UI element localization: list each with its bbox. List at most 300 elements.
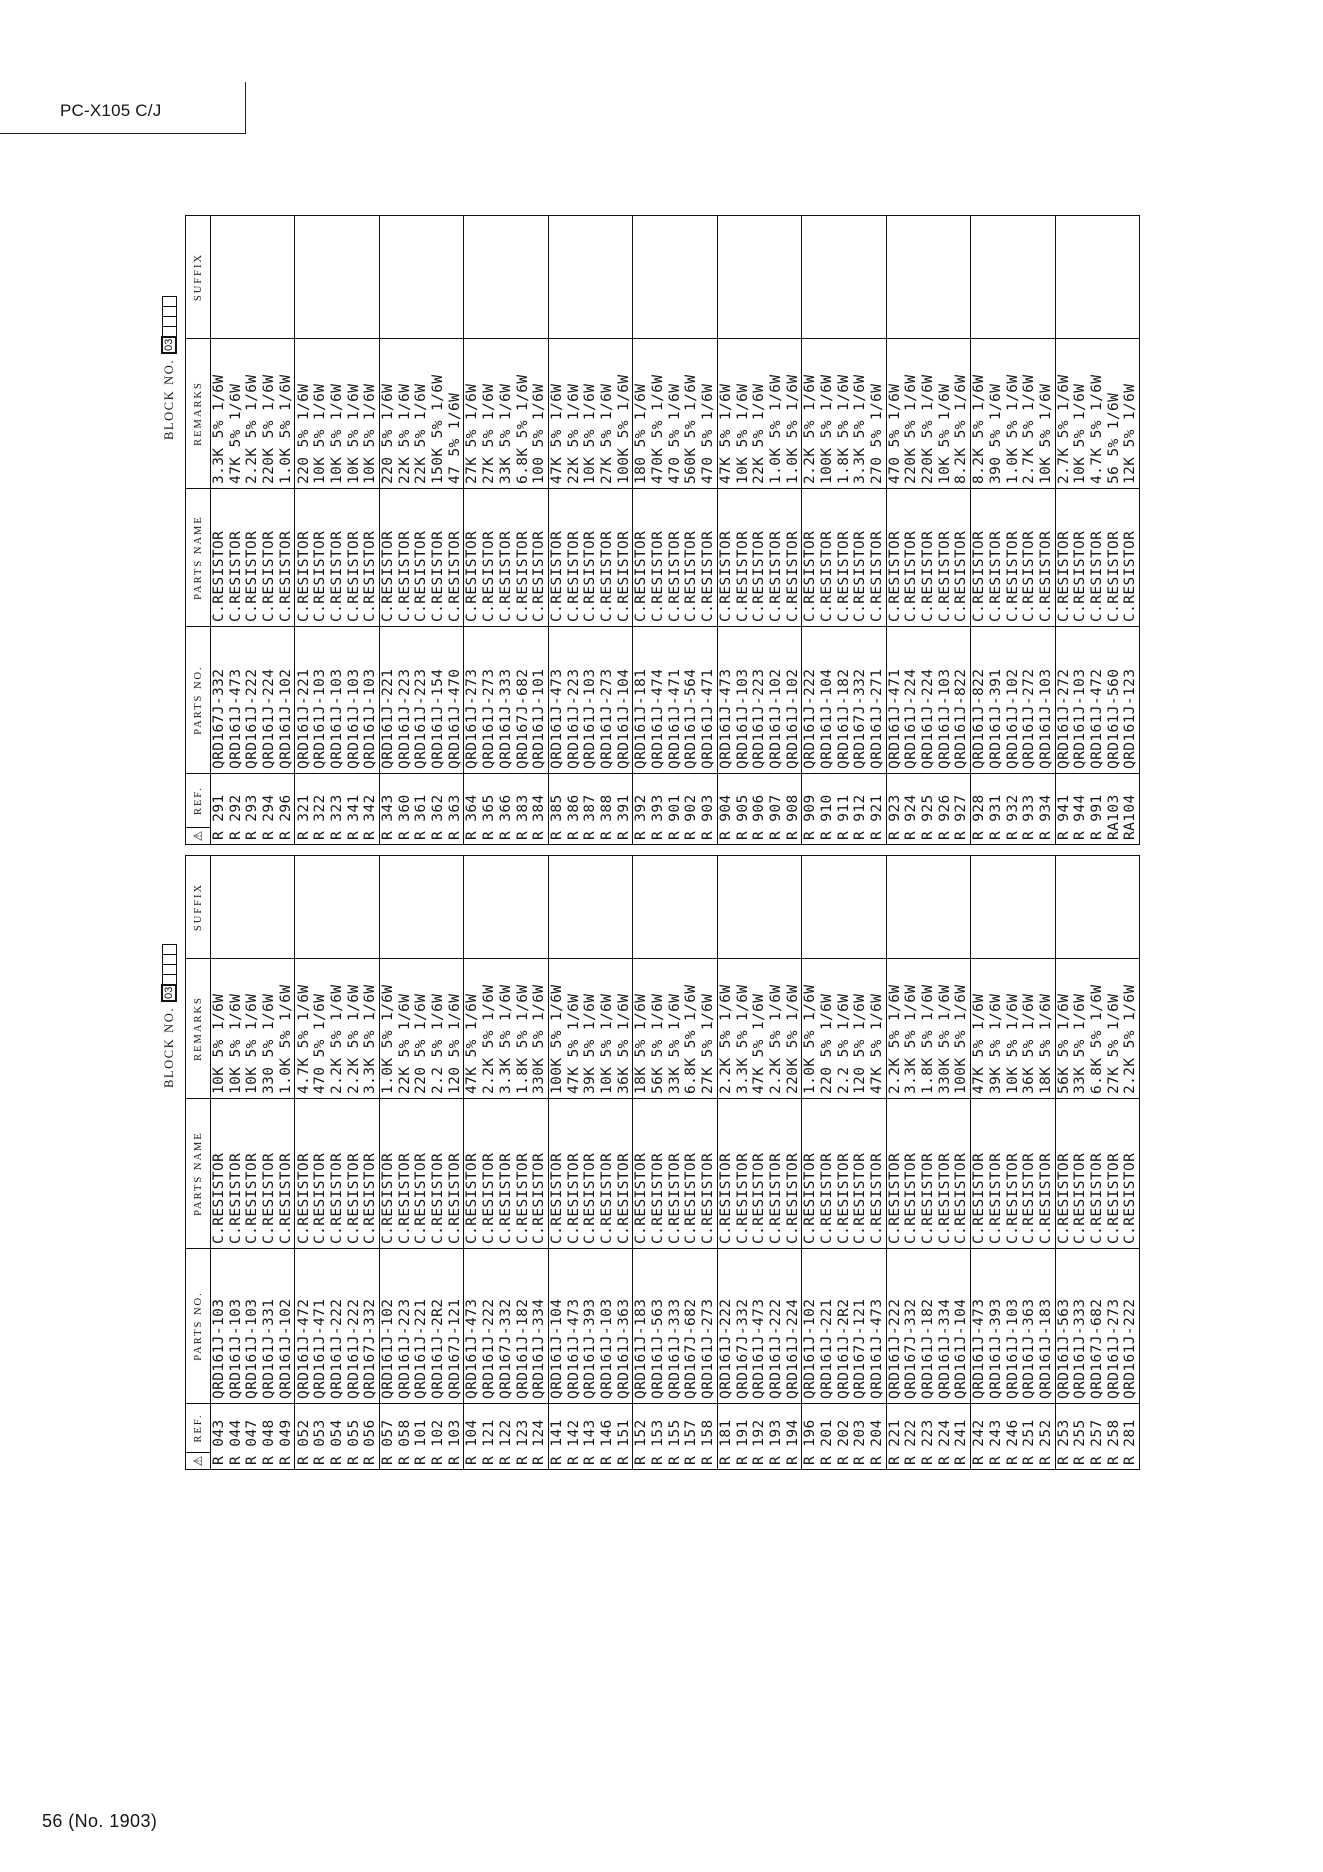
suffix-cell <box>903 216 920 339</box>
ref-cell: R 224 <box>936 1419 953 1465</box>
table-row <box>869 856 886 1469</box>
suffix-cell <box>1004 216 1021 339</box>
suffix-cell <box>397 216 414 339</box>
remarks-cell: 3.3K 5% 1/6W <box>498 959 515 1099</box>
remarks-cell: 2.2K 5% 1/6W <box>768 959 785 1099</box>
parts-no-cell: QRD161J-272 <box>1021 627 1038 774</box>
suffix-cell <box>397 856 414 959</box>
table-row <box>346 216 363 844</box>
table-row <box>566 216 583 844</box>
parts-no-cell: QRD161J-334 <box>937 1249 954 1404</box>
parts-name-cell: C.RESISTOR <box>295 489 312 627</box>
row-group <box>801 856 885 1469</box>
remarks-cell: 4.7K 5% 1/6W <box>1089 339 1106 489</box>
table-row <box>953 856 970 1469</box>
table-row <box>1106 216 1123 844</box>
parts-no-cell: QRD161J-103 <box>1072 627 1089 774</box>
block-box <box>162 954 177 964</box>
row-group <box>379 856 463 1469</box>
suffix-cell <box>700 856 717 959</box>
remarks-cell: 220 5% 1/6W <box>380 339 397 489</box>
remarks-cell: 1.0K 5% 1/6W <box>784 339 801 489</box>
row-group <box>463 216 547 844</box>
remarks-cell: 1.0K 5% 1/6W <box>278 959 295 1099</box>
suffix-cell <box>971 216 988 339</box>
header-divider-horizontal <box>0 133 246 134</box>
parts-no-cell: QRD161J-391 <box>988 627 1005 774</box>
parts-no-cell: QRD167J-682 <box>1089 1249 1106 1404</box>
remarks-cell: 18K 5% 1/6W <box>633 959 650 1099</box>
table-row <box>887 216 904 844</box>
suffix-cell <box>312 856 329 959</box>
ref-cell: R 049 <box>277 1419 294 1465</box>
parts-name-cell: C.RESISTOR <box>1038 1099 1055 1249</box>
parts-no-cell: QRD161J-473 <box>549 627 566 774</box>
suffix-cell <box>667 216 684 339</box>
parts-name-cell: C.RESISTOR <box>683 1099 700 1249</box>
ref-cell: R 102 <box>430 1419 447 1465</box>
parts-name-cell: C.RESISTOR <box>498 1099 515 1249</box>
table-row <box>531 856 548 1469</box>
parts-name-cell: C.RESISTOR <box>599 489 616 627</box>
block-number-label <box>160 944 178 1088</box>
remarks-cell: 120 5% 1/6W <box>852 959 869 1099</box>
parts-no-cell: QRD161J-102 <box>380 1249 397 1404</box>
ref-header: REF. <box>186 774 210 828</box>
remarks-cell: 220K 5% 1/6W <box>920 339 937 489</box>
parts-no-cell: QRD161J-182 <box>514 1249 531 1404</box>
table-row <box>852 216 869 844</box>
parts-no-cell: QRD167J-121 <box>447 1249 464 1404</box>
ref-cell: R 103 <box>446 1419 463 1465</box>
ref-cell: R 944 <box>1072 794 1089 840</box>
parts-name-cell: C.RESISTOR <box>768 1099 785 1249</box>
table-row <box>1072 216 1089 844</box>
parts-name-cell: C.RESISTOR <box>244 489 261 627</box>
ref-cell: R 194 <box>784 1419 801 1465</box>
remarks-cell: 10K 5% 1/6W <box>346 339 363 489</box>
parts-name-cell: C.RESISTOR <box>616 1099 633 1249</box>
table-row <box>1122 216 1139 844</box>
ref-cell: R 255 <box>1072 1419 1089 1465</box>
row-group <box>801 216 885 844</box>
parts-no-cell: QRD161J-222 <box>329 1249 346 1404</box>
parts-no-cell: QRD167J-332 <box>211 627 228 774</box>
parts-no-cell: QRD167J-121 <box>852 1249 869 1404</box>
table-row <box>802 216 819 844</box>
remarks-cell: 36K 5% 1/6W <box>616 959 633 1099</box>
ref-cell: R 251 <box>1021 1419 1038 1465</box>
suffix-cell <box>261 216 278 339</box>
parts-name-cell: C.RESISTOR <box>228 489 245 627</box>
suffix-cell <box>836 216 853 339</box>
parts-name-cell: C.RESISTOR <box>869 1099 886 1249</box>
remarks-cell: 27K 5% 1/6W <box>1106 959 1123 1099</box>
suffix-cell <box>1038 216 1055 339</box>
ref-cell: R 933 <box>1021 794 1038 840</box>
remarks-cell: 330K 5% 1/6W <box>531 959 548 1099</box>
remarks-cell: 100K 5% 1/6W <box>953 959 970 1099</box>
suffix-cell <box>278 216 295 339</box>
parts-name-header: PARTS NAME <box>186 489 210 627</box>
remarks-cell: 33K 5% 1/6W <box>1072 959 1089 1099</box>
ref-cell: R 341 <box>345 794 362 840</box>
remarks-cell: 1.0K 5% 1/6W <box>768 339 785 489</box>
ref-cell: R 047 <box>244 1419 261 1465</box>
suffix-cell <box>683 856 700 959</box>
parts-no-cell: QRD161J-181 <box>633 627 650 774</box>
ref-cell: R 911 <box>835 794 852 840</box>
parts-name-cell: C.RESISTOR <box>329 1099 346 1249</box>
ref-cell: R 123 <box>514 1419 531 1465</box>
remarks-cell: 33K 5% 1/6W <box>667 959 684 1099</box>
table-body <box>211 216 1139 844</box>
parts-name-cell: C.RESISTOR <box>211 1099 228 1249</box>
parts-no-cell: QRD161J-273 <box>700 1249 717 1404</box>
suffix-cell <box>1021 856 1038 959</box>
parts-name-cell: C.RESISTOR <box>481 1099 498 1249</box>
suffix-cell <box>920 856 937 959</box>
parts-no-cell: QRD161J-103 <box>937 627 954 774</box>
remarks-cell: 47K 5% 1/6W <box>549 339 566 489</box>
ref-cell: R 927 <box>953 794 970 840</box>
ref-cell: R 122 <box>497 1419 514 1465</box>
parts-name-cell: C.RESISTOR <box>802 1099 819 1249</box>
suffix-cell <box>667 856 684 959</box>
suffix-header: SUFFIX <box>186 856 210 959</box>
ref-cell: R 152 <box>633 1419 650 1465</box>
ref-cell: R 904 <box>717 794 734 840</box>
suffix-cell <box>1122 856 1139 959</box>
model-number: PC-X105 C/J <box>60 101 162 120</box>
parts-name-cell: C.RESISTOR <box>312 1099 329 1249</box>
parts-name-cell: C.RESISTOR <box>667 489 684 627</box>
ref-cell: R 258 <box>1105 1419 1122 1465</box>
remarks-cell: 100K 5% 1/6W <box>549 959 566 1099</box>
suffix-cell <box>498 216 515 339</box>
ref-cell: R 151 <box>615 1419 632 1465</box>
parts-no-cell: QRD161J-471 <box>700 627 717 774</box>
ref-cell: R 321 <box>295 794 312 840</box>
suffix-cell <box>683 216 700 339</box>
remarks-cell: 2.2K 5% 1/6W <box>346 959 363 1099</box>
parts-no-header: PARTS NO. <box>186 1249 210 1404</box>
parts-no-cell: QRD161J-393 <box>582 1249 599 1404</box>
table-row <box>481 216 498 844</box>
table-row <box>481 856 498 1469</box>
table-row <box>718 856 735 1469</box>
ref-cell: R 924 <box>903 794 920 840</box>
suffix-cell <box>380 216 397 339</box>
suffix-cell <box>616 216 633 339</box>
table-row <box>650 216 667 844</box>
parts-no-cell: QRD161J-104 <box>549 1249 566 1404</box>
block-box <box>162 944 177 954</box>
parts-no-cell: QRD161J-154 <box>430 627 447 774</box>
suffix-cell <box>751 216 768 339</box>
table-row <box>633 856 650 1469</box>
table-row <box>244 216 261 844</box>
remarks-cell: 270 5% 1/6W <box>869 339 886 489</box>
parts-name-cell: C.RESISTOR <box>278 1099 295 1249</box>
parts-no-cell: QRD161J-223 <box>751 627 768 774</box>
table-row <box>312 216 329 844</box>
remarks-cell: 1.0K 5% 1/6W <box>380 959 397 1099</box>
ref-cell: R 043 <box>211 1419 228 1465</box>
parts-no-cell: QRD161J-102 <box>278 627 295 774</box>
remarks-cell: 6.8K 5% 1/6W <box>683 959 700 1099</box>
parts-name-cell: C.RESISTOR <box>953 489 970 627</box>
ref-cell: R 281 <box>1122 1419 1139 1465</box>
parts-name-cell: C.RESISTOR <box>566 489 583 627</box>
table-row <box>329 216 346 844</box>
parts-name-cell: C.RESISTOR <box>549 1099 566 1249</box>
parts-no-cell: QRD161J-472 <box>1089 627 1106 774</box>
remarks-cell: 56K 5% 1/6W <box>650 959 667 1099</box>
ref-cell: R 322 <box>312 794 329 840</box>
ref-cell: R 365 <box>481 794 498 840</box>
remarks-cell: 100 5% 1/6W <box>531 339 548 489</box>
table-row <box>278 856 295 1469</box>
ref-cell: R 058 <box>396 1419 413 1465</box>
parts-no-cell: QRD161J-473 <box>566 1249 583 1404</box>
parts-no-cell: QRD167J-332 <box>903 1249 920 1404</box>
parts-no-cell: QRD161J-102 <box>784 627 801 774</box>
suffix-cell <box>784 216 801 339</box>
ref-cell: R 363 <box>446 794 463 840</box>
table-body <box>211 856 1139 1469</box>
suffix-cell <box>1089 216 1106 339</box>
remarks-cell: 1.0K 5% 1/6W <box>802 959 819 1099</box>
parts-no-cell: QRD161J-221 <box>413 1249 430 1404</box>
table-row <box>700 216 717 844</box>
suffix-cell <box>261 856 278 959</box>
remarks-cell: 47K 5% 1/6W <box>751 959 768 1099</box>
remarks-cell: 33K 5% 1/6W <box>498 339 515 489</box>
ref-cell: R 901 <box>666 794 683 840</box>
ref-cell: R 910 <box>818 794 835 840</box>
remarks-cell: 2.2K 5% 1/6W <box>802 339 819 489</box>
ref-cell: R 928 <box>971 794 988 840</box>
remarks-cell: 2.2 5% 1/6W <box>836 959 853 1099</box>
table-row <box>633 216 650 844</box>
row-group <box>970 216 1054 844</box>
ref-cell: R 181 <box>717 1419 734 1465</box>
parts-name-cell: C.RESISTOR <box>869 489 886 627</box>
remarks-cell: 47K 5% 1/6W <box>228 339 245 489</box>
remarks-cell: 10K 5% 1/6W <box>734 339 751 489</box>
remarks-cell: 3.3K 5% 1/6W <box>852 339 869 489</box>
ref-cell: R 203 <box>852 1419 869 1465</box>
parts-name-cell: C.RESISTOR <box>953 1099 970 1249</box>
parts-name-cell: C.RESISTOR <box>667 1099 684 1249</box>
parts-no-cell: QRD161J-473 <box>751 1249 768 1404</box>
parts-name-cell: C.RESISTOR <box>988 1099 1005 1249</box>
ref-cell: R 221 <box>886 1419 903 1465</box>
ref-cell: R 252 <box>1037 1419 1054 1465</box>
ref-cell: R 101 <box>413 1419 430 1465</box>
ref-cell: R 048 <box>261 1419 278 1465</box>
suffix-cell <box>852 856 869 959</box>
parts-name-cell: C.RESISTOR <box>1056 489 1073 627</box>
table-row <box>1038 856 1055 1469</box>
suffix-cell <box>295 856 312 959</box>
parts-no-cell: QRD161J-103 <box>734 627 751 774</box>
remarks-cell: 100K 5% 1/6W <box>819 339 836 489</box>
parts-no-cell: QRD161J-102 <box>768 627 785 774</box>
row-group <box>886 216 970 844</box>
table-header-row <box>186 856 211 1469</box>
suffix-cell <box>819 216 836 339</box>
parts-name-cell: C.RESISTOR <box>295 1099 312 1249</box>
ref-cell: R 385 <box>548 794 565 840</box>
ref-cell: R 923 <box>886 794 903 840</box>
parts-name-cell: C.RESISTOR <box>514 1099 531 1249</box>
parts-name-cell: C.RESISTOR <box>566 1099 583 1249</box>
suffix-cell <box>549 216 566 339</box>
parts-no-cell: QRD161J-2R2 <box>430 1249 447 1404</box>
suffix-cell <box>413 216 430 339</box>
parts-no-cell: QRD161J-273 <box>481 627 498 774</box>
remarks-cell: 470 5% 1/6W <box>312 959 329 1099</box>
suffix-cell <box>244 856 261 959</box>
remarks-cell: 100K 5% 1/6W <box>616 339 633 489</box>
ref-cell: R 366 <box>497 794 514 840</box>
parts-name-cell: C.RESISTOR <box>751 489 768 627</box>
parts-name-cell: C.RESISTOR <box>887 1099 904 1249</box>
ref-cell: R 192 <box>751 1419 768 1465</box>
ref-cell: R 052 <box>295 1419 312 1465</box>
parts-name-cell: C.RESISTOR <box>549 489 566 627</box>
parts-no-cell: QRD161J-123 <box>1122 627 1139 774</box>
remarks-cell: 10K 5% 1/6W <box>1072 339 1089 489</box>
parts-name-cell: C.RESISTOR <box>903 489 920 627</box>
parts-list-table-upper <box>161 215 1140 845</box>
suffix-cell <box>819 856 836 959</box>
parts-name-cell: C.RESISTOR <box>633 489 650 627</box>
remarks-cell: 36K 5% 1/6W <box>1021 959 1038 1099</box>
ref-cell: R 925 <box>920 794 937 840</box>
table-row <box>650 856 667 1469</box>
table-row <box>498 856 515 1469</box>
parts-no-cell: QRD161J-221 <box>380 627 397 774</box>
table-row <box>1056 856 1073 1469</box>
block-box <box>162 306 177 316</box>
suffix-cell <box>887 216 904 339</box>
suffix-cell <box>464 216 481 339</box>
ref-cell: R 158 <box>700 1419 717 1465</box>
table-row <box>819 216 836 844</box>
suffix-cell <box>1072 856 1089 959</box>
parts-name-cell: C.RESISTOR <box>447 489 464 627</box>
parts-no-cell: QRD161J-473 <box>718 627 735 774</box>
remarks-cell: 47K 5% 1/6W <box>464 959 481 1099</box>
remarks-cell: 220K 5% 1/6W <box>784 959 801 1099</box>
ref-cell: R 343 <box>380 794 396 840</box>
row-group <box>211 856 294 1469</box>
parts-no-cell: QRD167J-682 <box>514 627 531 774</box>
remarks-cell: 1.0K 5% 1/6W <box>278 339 295 489</box>
table-row <box>920 216 937 844</box>
ref-cell: R 155 <box>666 1419 683 1465</box>
suffix-cell <box>211 216 228 339</box>
parts-name-cell: C.RESISTOR <box>1056 1099 1073 1249</box>
suffix-cell <box>920 216 937 339</box>
parts-no-cell: QRD161J-103 <box>329 627 346 774</box>
remarks-cell: 1.0K 5% 1/6W <box>1004 339 1021 489</box>
table-row <box>362 856 379 1469</box>
parts-name-cell: C.RESISTOR <box>430 489 447 627</box>
remarks-cell: 2.2K 5% 1/6W <box>1122 959 1139 1099</box>
parts-no-cell: QRD161J-474 <box>650 627 667 774</box>
parts-name-cell: C.RESISTOR <box>1089 489 1106 627</box>
ref-cell: R 293 <box>244 794 261 840</box>
table-row <box>836 216 853 844</box>
table-row <box>751 216 768 844</box>
remarks-cell: 27K 5% 1/6W <box>700 959 717 1099</box>
suffix-cell <box>718 856 735 959</box>
parts-no-cell: QRD161J-103 <box>1004 1249 1021 1404</box>
parts-no-cell: QRD161J-333 <box>667 1249 684 1404</box>
remarks-cell: 22K 5% 1/6W <box>566 339 583 489</box>
parts-no-cell: QRD161J-104 <box>616 627 633 774</box>
ref-cell: R 153 <box>650 1419 667 1465</box>
parts-name-cell: C.RESISTOR <box>1021 489 1038 627</box>
ref-cell: R 191 <box>734 1419 751 1465</box>
row-group <box>548 216 632 844</box>
parts-no-cell: QRD161J-102 <box>802 1249 819 1404</box>
parts-no-cell: QRD161J-223 <box>566 627 583 774</box>
parts-name-cell: C.RESISTOR <box>937 1099 954 1249</box>
parts-no-cell: QRD161J-221 <box>295 627 312 774</box>
ref-cell: R 055 <box>345 1419 362 1465</box>
table-row <box>549 216 566 844</box>
parts-name-cell: C.RESISTOR <box>683 489 700 627</box>
remarks-cell: 2.2K 5% 1/6W <box>329 959 346 1099</box>
parts-no-cell: QRD161J-272 <box>1056 627 1073 774</box>
table-row <box>397 216 414 844</box>
ref-cell: R 991 <box>1089 794 1105 840</box>
remarks-cell: 3.3K 5% 1/6W <box>903 959 920 1099</box>
parts-no-cell: QRD167J-332 <box>852 627 869 774</box>
ref-cell: R 932 <box>1004 794 1021 840</box>
remarks-cell: 10K 5% 1/6W <box>1004 959 1021 1099</box>
table-row <box>211 216 228 844</box>
parts-name-cell: C.RESISTOR <box>380 489 397 627</box>
parts-name-cell: C.RESISTOR <box>1072 1099 1089 1249</box>
suffix-cell <box>312 216 329 339</box>
suffix-cell <box>498 856 515 959</box>
safety-mark-icon: ⚠ <box>191 830 205 842</box>
table-row <box>1004 856 1021 1469</box>
parts-no-cell: QRD161J-271 <box>869 627 886 774</box>
table-row <box>514 216 531 844</box>
parts-no-cell: QRD161J-223 <box>397 1249 414 1404</box>
remarks-cell: 330K 5% 1/6W <box>937 959 954 1099</box>
table-row <box>514 856 531 1469</box>
parts-name-cell: C.RESISTOR <box>1106 489 1123 627</box>
parts-name-cell: C.RESISTOR <box>937 489 954 627</box>
ref-cell: RA103 <box>1105 794 1122 840</box>
block-number-label <box>160 296 178 440</box>
table-row <box>413 216 430 844</box>
ref-cell: R 386 <box>565 794 582 840</box>
suffix-cell <box>633 216 650 339</box>
parts-name-cell: C.RESISTOR <box>1122 1099 1139 1249</box>
row-group <box>1055 216 1139 844</box>
parts-name-cell: C.RESISTOR <box>836 1099 853 1249</box>
parts-name-cell: C.RESISTOR <box>852 489 869 627</box>
